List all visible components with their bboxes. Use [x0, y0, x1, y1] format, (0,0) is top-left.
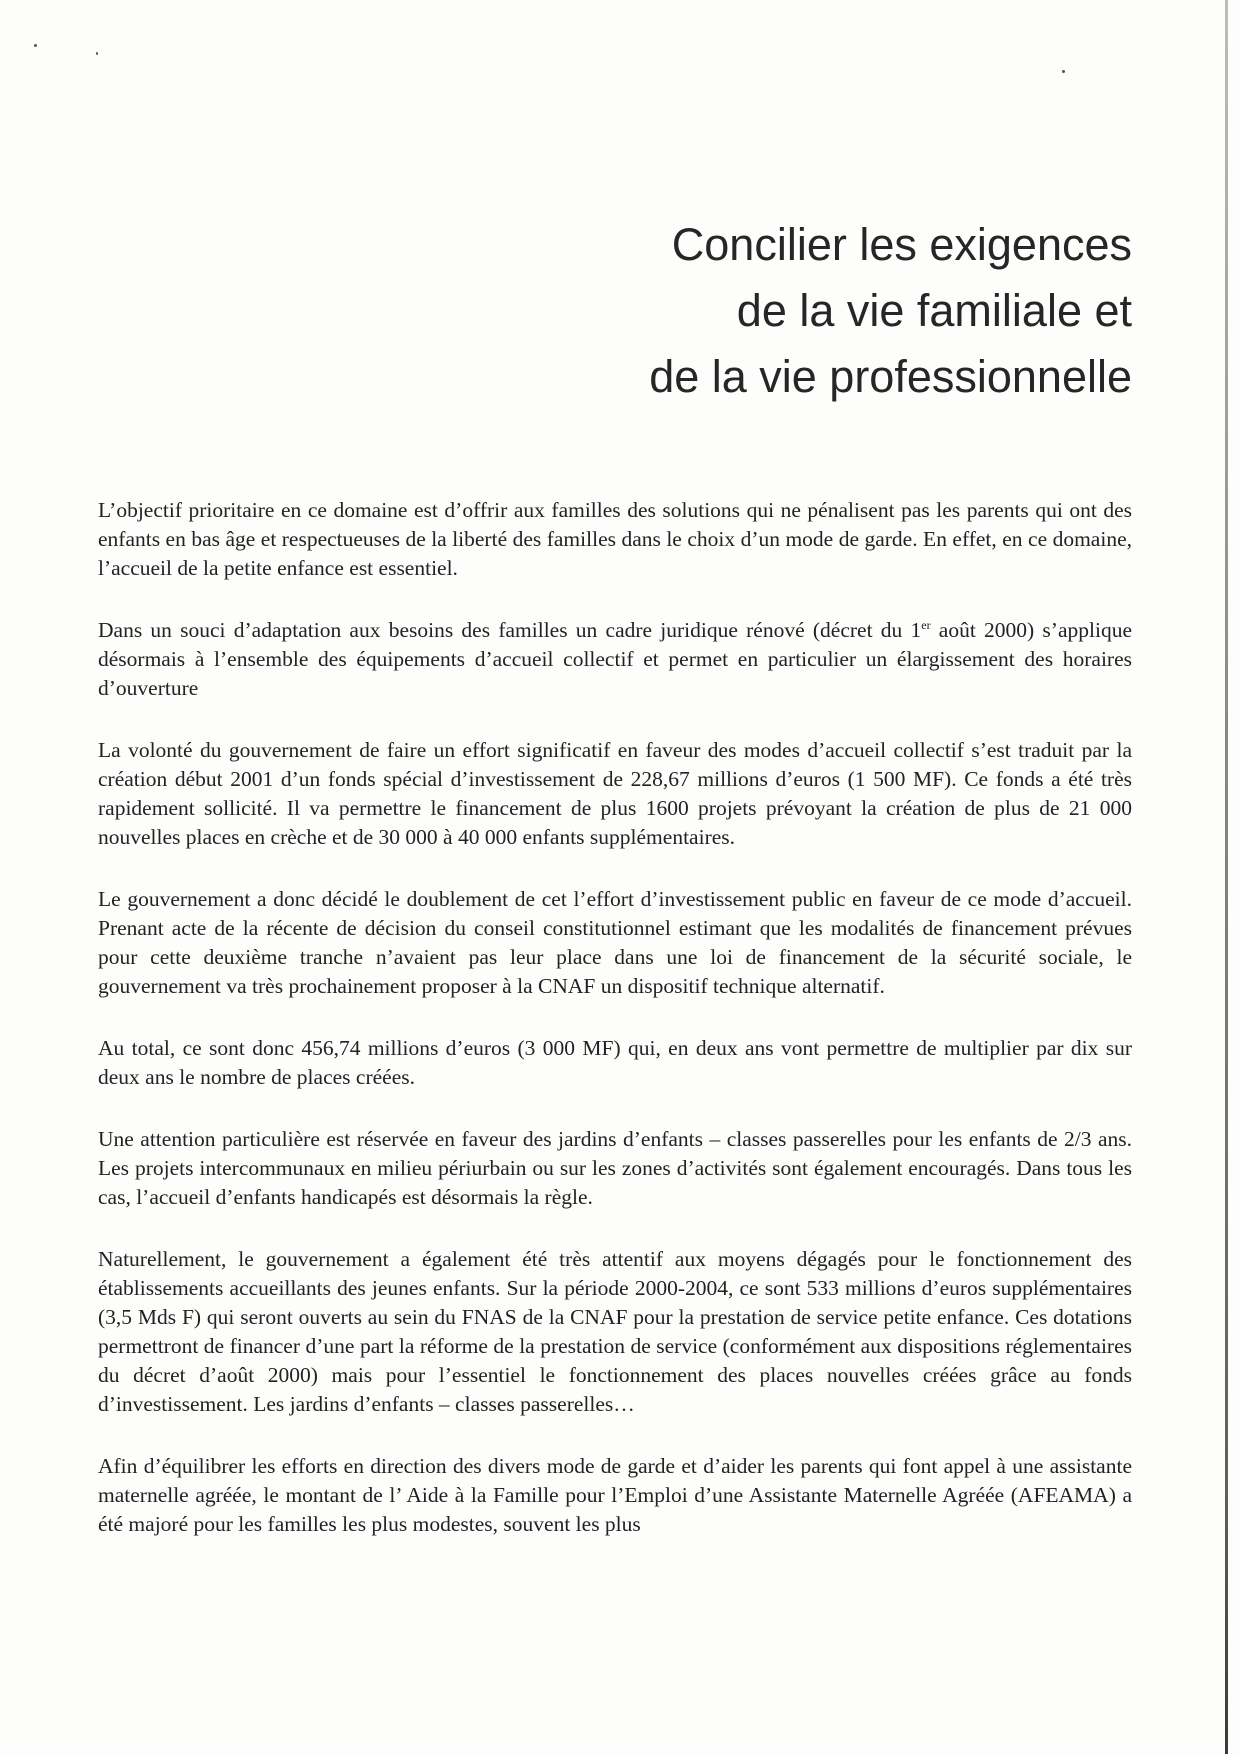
scan-speck	[96, 52, 98, 55]
title-line-2: de la vie familiale et	[736, 285, 1132, 336]
document-body	[98, 496, 1132, 1572]
paragraph-fonctionnement: Naturellement, le gouvernement a également été très attentif aux moyens dégagés pour le fonctionnement des établissements accueillants des jeunes enfants. Sur la période 2000-2004, ce sont 533 millions d’euros supplémentaires (3,5 Mds F) qui seront ouverts au sein du FNAS de la CNAF pour la prestation de service petite enfance. Ces dotations permettront de financer d’une part la réforme de la prestation de service (conformément aux dispositions réglementaires du décret d’août 2000) mais pour l’essentiel le fonctionnement des places nouvelles créées grâce au fonds d’investissement. Les jardins d’enfants – classes passerelles…	[98, 1247, 1132, 1416]
paragraph-doublement: Le gouvernement a donc décidé le doublement de cet l’effort d’investissement public en faveur de ce mode d’accueil. Prenant acte de la récente de décision du conseil constitutionnel estimant que les modalités de financement prévues pour cette deuxième tranche n’avaient pas leur place dans une loi de financement de la sécurité sociale, le gouvernement va très prochainement proposer à la CNAF un dispositif technique alternatif.	[98, 887, 1132, 998]
title-line-1: Concilier les exigences	[671, 219, 1132, 270]
paragraph-afeama: Afin d’équilibrer les efforts en direction des divers mode de garde et d’aider les parents qui font appel à une assistante maternelle agréée, le montant de l’ Aide à la Famille pour l’Emploi d’une Assistante Maternelle Agréée (AFEAMA) a été majoré pour les familles les plus modestes, souvent les plus	[98, 1454, 1132, 1536]
document-title	[432, 212, 1132, 410]
paragraph-fonds-investissement: La volonté du gouvernement de faire un effort significatif en faveur des modes d’accueil collectif s’est traduit par la création début 2001 d’un fonds spécial d’investissement de 228,67 millions d’euros (1 500 MF). Ce fonds a été très rapidement sollicité. Il va permettre le financement de plus 1600 projets prévoyant la création de plus de 21 000 nouvelles places en crèche et de 30 000 à 40 000 enfants supplémentaires.	[98, 738, 1132, 849]
paragraph-total: Au total, ce sont donc 456,74 millions d’euros (3 000 MF) qui, en deux ans vont permettre de multiplier par dix sur deux ans le nombre de places créées.	[98, 1036, 1132, 1089]
paragraph-cadre-juridique	[98, 616, 1132, 703]
title-line-3: de la vie professionnelle	[649, 351, 1132, 402]
paragraph-objectif: L’objectif prioritaire en ce domaine est d’offrir aux familles des solutions qui ne pénalisent pas les parents qui ont des enfants en bas âge et respectueuses de la liberté des familles dans le choix d’un mode de garde. En effet, en ce domaine, l’accueil de la petite enfance est essentiel.	[98, 498, 1132, 580]
ordinal-superscript: er	[921, 617, 931, 632]
scan-speck	[34, 44, 37, 47]
paragraph-jardins-enfants: Une attention particulière est réservée en faveur des jardins d’enfants – classes passerelles pour les enfants de 2/3 ans. Les projets intercommunaux en milieu périurbain ou sur les zones d’activités sont également encouragés. Dans tous les cas, l’accueil d’enfants handicapés est désormais la règle.	[98, 1127, 1132, 1209]
scan-edge-shadow	[1225, 0, 1228, 1754]
paragraph-cadre-juridique-start: Dans un souci d’adaptation aux besoins des familles un cadre juridique rénové (décret du 1	[98, 618, 922, 642]
scan-speck	[1062, 70, 1065, 73]
paragraph-cadre-juridique-end: août 2000) s’applique désormais à l’ensemble des équipements d’accueil collectif et permet en particulier un élargissement des horaires d’ouverture	[98, 618, 1132, 700]
